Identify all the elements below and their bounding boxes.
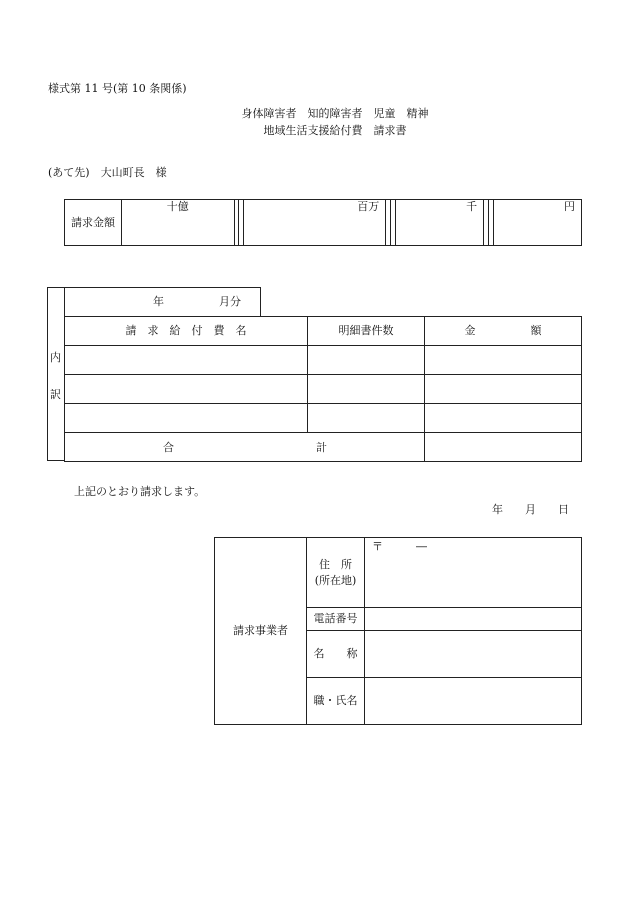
row-amount-cell[interactable]	[425, 404, 582, 433]
row-name-cell[interactable]	[65, 375, 308, 404]
detail-side-column	[47, 287, 65, 461]
address-sublabel: (所在地)	[314, 573, 357, 587]
total-row	[65, 433, 582, 462]
form-number: 様式第 11 号(第 10 条関係)	[48, 82, 187, 95]
phone-label: 電話番号	[307, 608, 365, 631]
postal-mark: 〒 ―	[372, 540, 427, 553]
period-label: 年 月分	[153, 295, 241, 308]
address-field[interactable]	[365, 538, 582, 608]
table-row	[65, 404, 582, 433]
table-row	[65, 346, 582, 375]
addressee: (あて先) 大山町長 様	[48, 166, 167, 179]
header-count: 明細書件数	[308, 317, 425, 346]
row-count-cell[interactable]	[308, 346, 425, 375]
total-amount-cell[interactable]	[425, 433, 582, 462]
row-amount-cell[interactable]	[425, 346, 582, 375]
claimant-table	[214, 537, 582, 725]
amount-digit-cell[interactable]: 千	[396, 200, 484, 246]
amount-digit-cell[interactable]: 円	[493, 200, 581, 246]
date-line[interactable]: 年 月 日	[492, 503, 569, 516]
header-amount: 金 額	[425, 317, 582, 346]
total-label-cell	[65, 433, 425, 462]
address-label: 住 所	[319, 557, 352, 571]
row-name-cell[interactable]	[65, 346, 308, 375]
claimant-label: 請求事業者	[215, 538, 307, 725]
position-label: 職・氏名	[307, 678, 365, 725]
title-line-2: 地域生活支援給付費 請求書	[263, 124, 407, 137]
total-label-2: 計	[316, 441, 327, 454]
row-count-cell[interactable]	[308, 404, 425, 433]
row-name-cell[interactable]	[65, 404, 308, 433]
table-row	[65, 375, 582, 404]
position-field[interactable]	[365, 678, 582, 725]
name-field[interactable]	[365, 631, 582, 678]
row-amount-cell[interactable]	[425, 375, 582, 404]
side-label-1: 内	[50, 351, 61, 364]
address-label-cell	[307, 538, 365, 608]
detail-table	[64, 316, 582, 462]
name-label: 名 称	[307, 631, 365, 678]
total-label-1: 合	[163, 441, 174, 454]
phone-field[interactable]	[365, 608, 582, 631]
amount-digit-cell[interactable]: 十億	[122, 200, 235, 246]
row-count-cell[interactable]	[308, 375, 425, 404]
side-label-2: 訳	[50, 388, 61, 401]
period-box[interactable]	[64, 287, 261, 317]
amount-label: 請求金額	[65, 200, 122, 246]
amount-table	[64, 199, 582, 246]
amount-digit-cell[interactable]: 百万	[244, 200, 386, 246]
title-line-1: 身体障害者 知的障害者 児童 精神	[241, 107, 429, 120]
statement: 上記のとおり請求します。	[74, 485, 206, 498]
header-name: 請 求 給 付 費 名	[65, 317, 308, 346]
